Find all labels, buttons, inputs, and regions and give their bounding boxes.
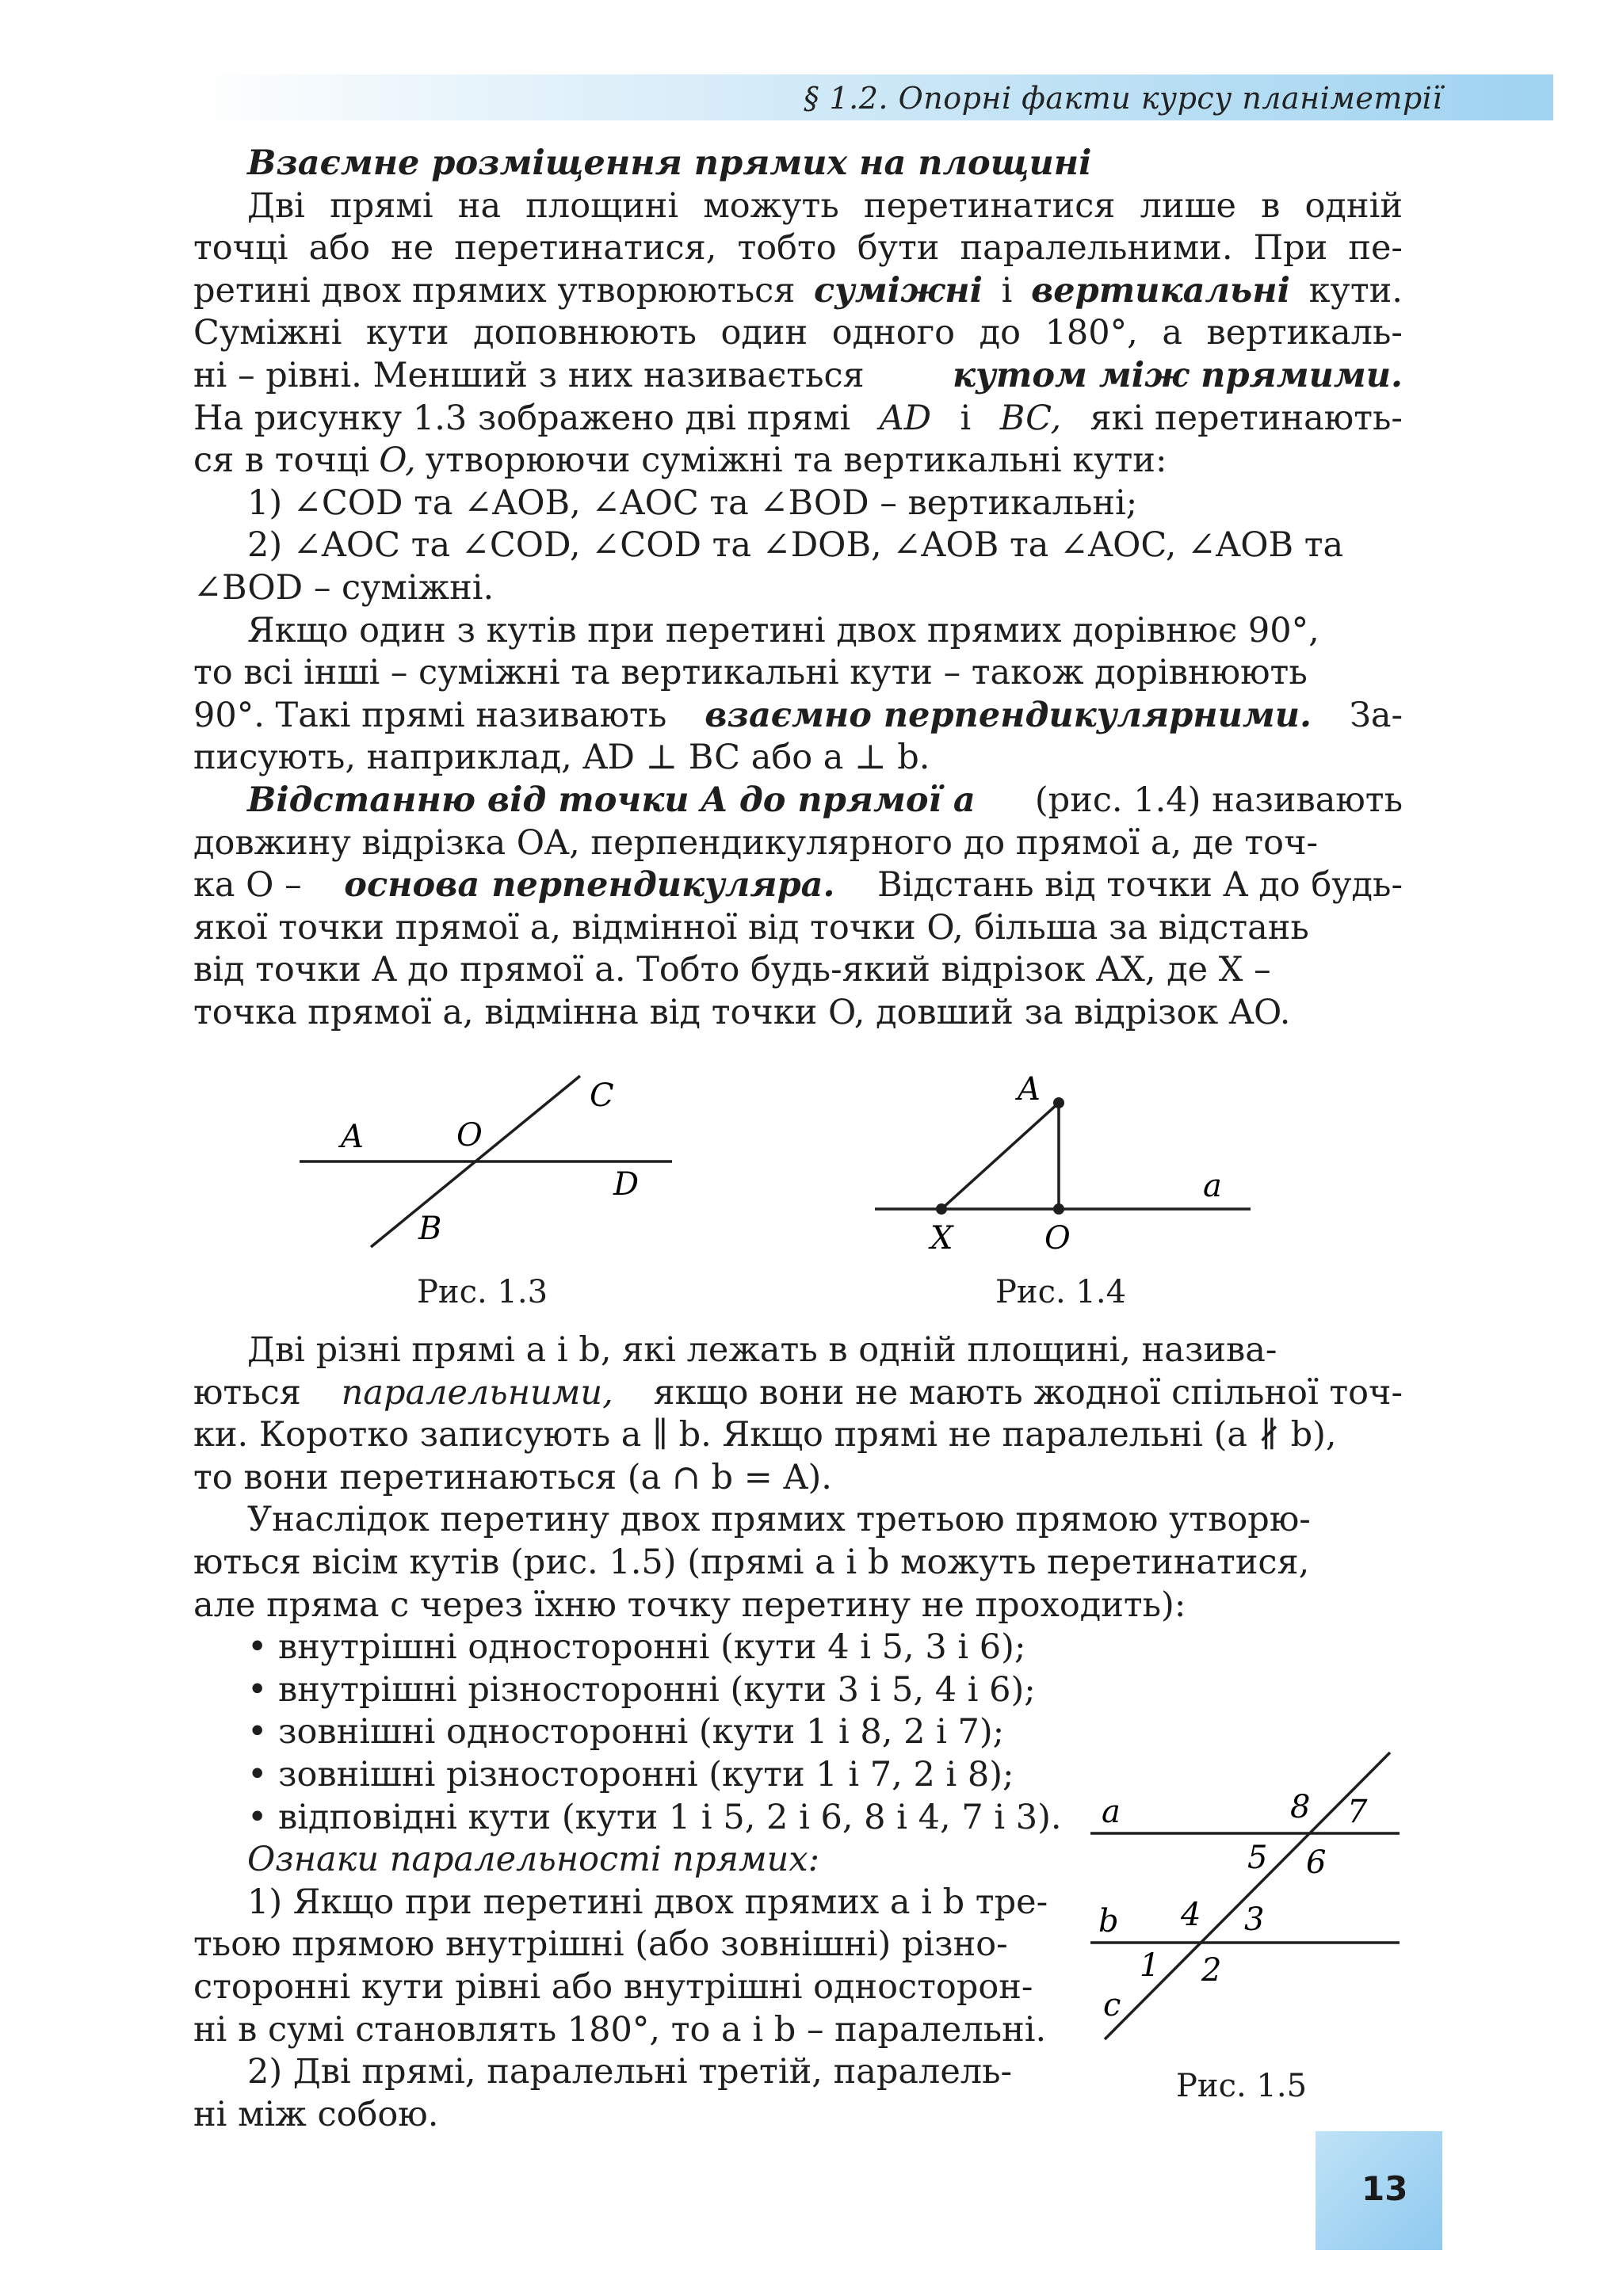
list1-line2: 2) ∠AOC та ∠COD, ∠COD та ∠DOB, ∠AOB та ∠AOC, ∠AOB та	[247, 525, 1344, 566]
angle-7: 7	[1347, 1794, 1368, 1830]
para3-line2: довжину відрізка OA, перпендикулярного до прямої a, де точ-	[193, 822, 1319, 863]
label-a: a	[1102, 1794, 1121, 1830]
label-A: A	[1018, 1071, 1041, 1108]
label-b: b	[1098, 1903, 1119, 1939]
label-a: a	[1203, 1168, 1222, 1204]
para1-line7: ся в точці O, утворюючи суміжні та вертикальні кути:	[193, 441, 1167, 481]
para3-line1: Відстанню від точки A до прямої a (рис. 1.4) називають	[247, 780, 1403, 820]
para4-line3: ки. Коротко записують a ∥ b. Якщо прямі не паралельні (a ∦ b),	[193, 1415, 1337, 1455]
caption-fig-1-4: Рис. 1.4	[995, 1274, 1127, 1310]
para1-line1: Дві прямі на площині можуть перетинатися лише в одній	[247, 185, 1403, 226]
sign2-line1: 2) Дві прямі, паралельні третій, паралель-	[247, 2052, 1013, 2092]
figure-1-4	[875, 1071, 1251, 1257]
angle-6: 6	[1306, 1844, 1327, 1881]
point-O	[1053, 1203, 1064, 1215]
sign1-line3: сторонні кути рівні або внутрішні односторон-	[193, 1966, 1033, 2007]
lower-text	[193, 1329, 1403, 2136]
page-number: 13	[1361, 2169, 1408, 2208]
angle-4: 4	[1181, 1897, 1201, 1933]
para1-line5: ні – рівні. Менший з них називається кутом між прямими.	[193, 355, 1403, 395]
sign2-line2: ні між собою.	[193, 2094, 439, 2134]
angle-1: 1	[1140, 1947, 1160, 1984]
para4-line4: то вони перетинаються (a ∩ b = A).	[193, 1457, 832, 1497]
para1-line3: ретині двох прямих утворюються суміжні і вертикальні кути.	[193, 270, 1403, 311]
point-X	[936, 1203, 947, 1215]
section-heading: Взаємне розміщення прямих на площині	[247, 143, 1092, 183]
para2-line3: 90°. Такі прямі називають взаємно перпендикулярними. За-	[193, 695, 1403, 735]
para1-line4: Суміжні кути доповнюють один одного до 180°, а вертикаль-	[193, 313, 1403, 353]
para4-line2: ються паралельними, якщо вони не мають жодної спільної точ-	[193, 1372, 1403, 1413]
para5-line1: Унаслідок перетину двох прямих третьою прямою утворю-	[247, 1500, 1311, 1540]
caption-fig-1-3: Рис. 1.3	[417, 1274, 548, 1310]
label-C: C	[590, 1077, 614, 1114]
angle-8: 8	[1290, 1789, 1311, 1825]
label-O: O	[456, 1117, 483, 1154]
para1-line6: На рисунку 1.3 зображено дві прямі AD і BC, які перетинають-	[193, 398, 1403, 438]
para3-line4: якої точки прямої a, відмінної від точки O, більша за відстань	[193, 907, 1309, 948]
bullet-2: • внутрішні різносторонні (кути 3 і 5, 4 і 6);	[247, 1669, 1036, 1710]
signs-title: Ознаки паралельності прямих:	[247, 1840, 820, 1880]
para5-line2: ються вісім кутів (рис. 1.5) (прямі a і b можуть перетинатися,	[193, 1542, 1310, 1582]
para5-line3: але пряма c через їхню точку перетину не проходить):	[193, 1585, 1186, 1625]
angle-2: 2	[1201, 1952, 1222, 1989]
bullet-1: • внутрішні односторонні (кути 4 і 5, 3 і 6);	[247, 1627, 1026, 1668]
label-O: O	[1044, 1220, 1071, 1257]
angle-5: 5	[1247, 1840, 1268, 1876]
para3-line6: точка прямої a, відмінна від точки O, довший за відрізок AO.	[193, 992, 1291, 1032]
label-A: A	[341, 1119, 364, 1155]
sign1-line2: тьою прямою внутрішні (або зовнішні) різно-	[193, 1924, 1008, 1965]
angle-3: 3	[1244, 1901, 1265, 1938]
caption-fig-1-5: Рис. 1.5	[1176, 2068, 1308, 2104]
point-A	[1053, 1097, 1064, 1108]
para3-line3: ка O – основа перпендикуляра. Відстань від точки A до будь-	[193, 865, 1403, 906]
bullet-5: • відповідні кути (кути 1 і 5, 2 і 6, 8 і 4, 7 і 3).	[247, 1797, 1062, 1837]
label-B: B	[418, 1211, 442, 1247]
label-X: X	[930, 1220, 953, 1257]
bullet-4: • зовнішні різносторонні (кути 1 і 7, 2 і 8);	[247, 1754, 1014, 1794]
section-title: § 1.2. Опорні факти курсу планіметрії	[804, 81, 1442, 116]
bullet-3: • зовнішні односторонні (кути 1 і 8, 2 і 7);	[247, 1712, 1005, 1753]
segment-AX	[941, 1103, 1059, 1209]
label-D: D	[613, 1166, 640, 1203]
list1-line3: ∠BOD – суміжні.	[193, 567, 495, 608]
sign1-line4: ні в сумі становлять 180°, то a і b – паралельні.	[193, 2009, 1047, 2050]
para2-line1: Якщо один з кутів при перетині двох прямих дорівнює 90°,	[247, 610, 1319, 650]
para2-line4: писують, наприклад, AD ⊥ BC або a ⊥ b.	[193, 738, 930, 778]
para1-line2: точці або не перетинатися, тобто бути паралельними. При пе-	[193, 228, 1403, 269]
para4-line1: Дві різні прямі a і b, які лежать в одній площині, назива-	[247, 1330, 1277, 1370]
sign1-line1: 1) Якщо при перетині двох прямих a і b тре-	[247, 1882, 1048, 1922]
list1-line1: 1) ∠COD та ∠AOB, ∠AOC та ∠BOD – вертикальні;	[247, 482, 1138, 523]
figure-1-3	[300, 1076, 672, 1247]
para2-line2: то всі інші – суміжні та вертикальні кути – також дорівнюють	[193, 653, 1308, 693]
label-c: c	[1103, 1987, 1121, 2023]
para3-line5: від точки A до прямої a. Тобто будь-який відрізок AX, де X –	[193, 950, 1271, 990]
